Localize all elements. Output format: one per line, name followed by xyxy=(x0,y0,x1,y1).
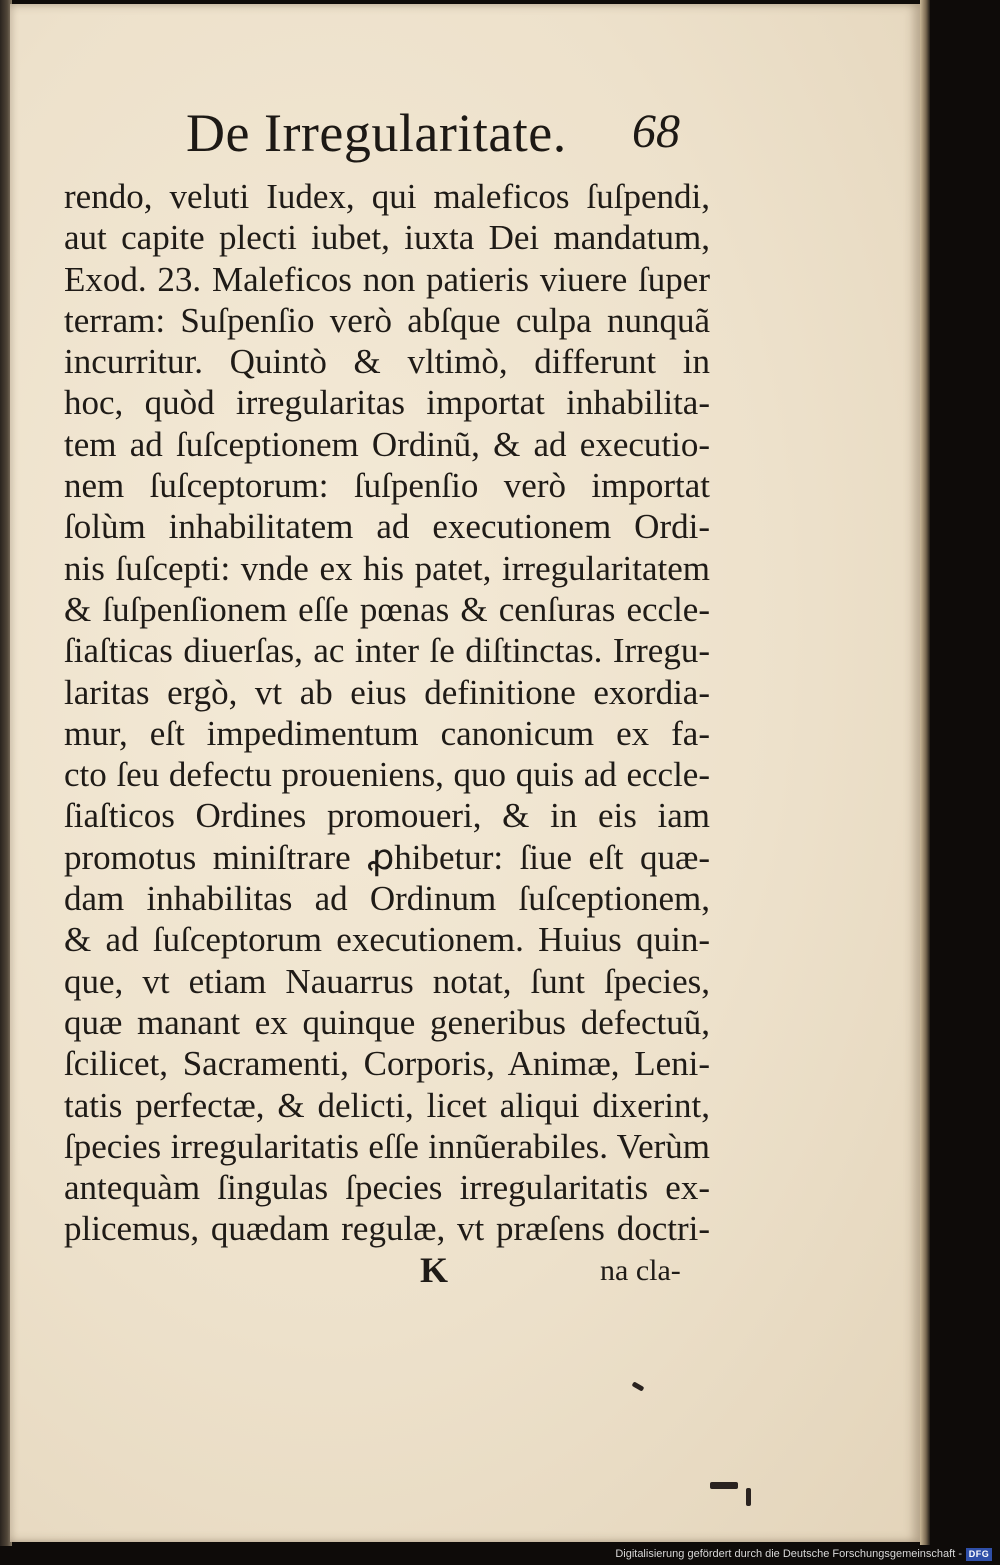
text-line: que, vt etiam Nauarrus notat, ſunt ſpecies, xyxy=(64,961,710,1001)
catchword: na cla- xyxy=(600,1254,681,1287)
funding-credit: Digitalisierung gefördert durch die Deutsche Forschungsgemeinschaft - xyxy=(615,1548,962,1560)
folio-number: 68 xyxy=(632,105,680,158)
text-line: antequàm ſingulas ſpecies irregularitatis ex- xyxy=(64,1168,710,1208)
body-text xyxy=(64,176,710,1250)
text-line: & ſuſpenſionem eſſe pœnas & cenſuras eccle- xyxy=(64,589,710,629)
page-fore-edge xyxy=(920,0,930,1545)
text-line: laritas ergò, vt ab eius definitione exordia- xyxy=(64,672,710,712)
dfg-logo-icon: DFG xyxy=(966,1548,992,1561)
text-line: aut capite plecti iubet, iuxta Dei mandatum, xyxy=(64,218,710,258)
text-line: incurritur. Quintò & vltimò, differunt in xyxy=(64,342,710,382)
text-line: ſiaſticos Ordines promoueri, & in eis iam xyxy=(64,796,710,836)
text-line: nis ſuſcepti: vnde ex his patet, irregularitatem xyxy=(64,548,710,588)
book-page xyxy=(10,4,920,1542)
text-line: ſpecies irregularitatis eſſe innũerabiles. Verùm xyxy=(64,1126,710,1166)
text-line: ſcilicet, Sacramenti, Corporis, Animæ, Leni- xyxy=(64,1044,710,1084)
running-head: De Irregularitate. xyxy=(186,103,567,163)
text-line: & ad ſuſceptorum executionem. Huius quin- xyxy=(64,920,710,960)
text-line: rendo, veluti Iudex, qui maleficos ſuſpendi, xyxy=(64,177,710,216)
text-line: promotus miniſtrare ꝓhibetur: ſiue eſt quæ- xyxy=(64,837,710,877)
text-line: tatis perfectæ, & delicti, licet aliqui dixerint, xyxy=(64,1085,710,1125)
signature-mark: K xyxy=(420,1250,449,1290)
ink-speck xyxy=(746,1488,751,1506)
text-line: tem ad ſuſceptionem Ordinũ, & ad executio- xyxy=(64,424,710,464)
text-line: terram: Suſpenſio verò abſque culpa nunquã xyxy=(64,300,710,340)
text-line: nem ſuſceptorum: ſuſpenſio verò importat xyxy=(64,466,710,506)
text-line: ſiaſticas diuerſas, ac inter ſe diſtinctas. Irregu- xyxy=(64,631,710,671)
footer-bar xyxy=(0,1546,1000,1565)
text-line: ſolùm inhabilitatem ad executionem Ordi- xyxy=(64,507,710,547)
text-line: cto ſeu defectu proueniens, quo quis ad eccle- xyxy=(64,755,710,795)
ink-speck xyxy=(710,1482,738,1489)
text-line: dam inhabilitas ad Ordinum ſuſceptionem, xyxy=(64,879,710,919)
text-line: Exod. 23. Maleficos non patieris viuere ſuper xyxy=(64,259,710,299)
text-line: mur, eſt impedimentum canonicum ex fa- xyxy=(64,713,710,753)
text-line: quæ manant ex quinque generibus defectuũ, xyxy=(64,1002,710,1042)
text-line: plicemus, quædam regulæ, vt præſens doctri- xyxy=(64,1209,710,1249)
text-line: hoc, quòd irregularitas importat inhabilita- xyxy=(64,383,710,423)
ink-speck xyxy=(632,1381,645,1391)
